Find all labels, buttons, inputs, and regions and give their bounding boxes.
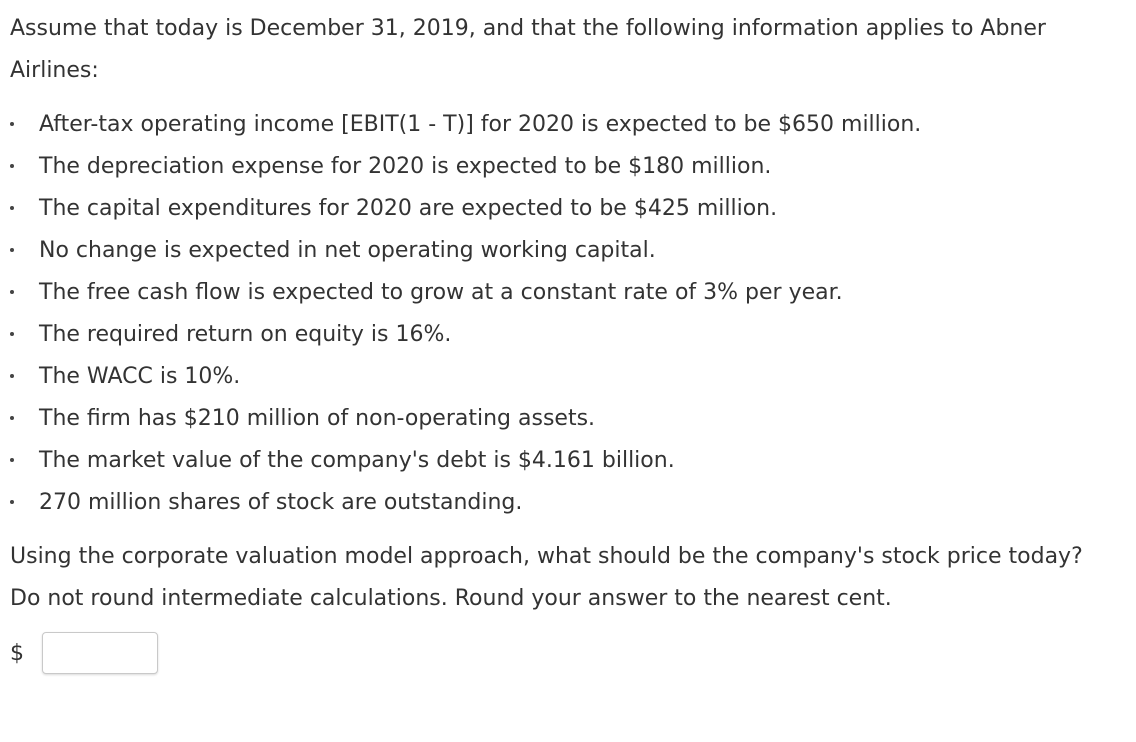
answer-row (10, 630, 1120, 676)
list-item-text: After-tax operating income [EBIT(1 - T)] for 2020 is expected to be $650 million. (39, 112, 922, 137)
bullet-icon (10, 164, 14, 168)
list-item-text: The market value of the company's debt is $4.161 billion. (39, 448, 675, 473)
bullet-icon (10, 248, 14, 252)
stock-price-input[interactable] (42, 632, 158, 674)
bullet-icon (10, 206, 14, 210)
list-item (10, 188, 1120, 230)
question-content (10, 8, 1120, 676)
bullet-icon (10, 332, 14, 336)
list-item-text: 270 million shares of stock are outstanding. (39, 490, 523, 515)
list-item (10, 272, 1120, 314)
question-text: Using the corporate valuation model approach, what should be the company's stock price today? Do not round intermediate calculations. Round your answer to the nearest cent. (10, 544, 1083, 611)
list-item (10, 104, 1120, 146)
list-item-text: The free cash flow is expected to grow at a constant rate of 3% per year. (39, 280, 843, 305)
list-item (10, 440, 1120, 482)
currency-symbol: $ (10, 640, 24, 666)
list-item (10, 146, 1120, 188)
list-item (10, 314, 1120, 356)
bullet-icon (10, 290, 14, 294)
bullet-icon (10, 374, 14, 378)
intro-text: Assume that today is December 31, 2019, and that the following information applies to Abner Airlines: (10, 16, 1046, 83)
bullet-icon (10, 416, 14, 420)
bullet-icon (10, 500, 14, 504)
list-item-text: The required return on equity is 16%. (39, 322, 452, 347)
list-item (10, 482, 1120, 524)
bullet-icon (10, 122, 14, 126)
list-item-text: The capital expenditures for 2020 are expected to be $425 million. (39, 196, 778, 221)
list-item (10, 356, 1120, 398)
list-item-text: The depreciation expense for 2020 is expected to be $180 million. (39, 154, 772, 179)
list-item-text: The WACC is 10%. (39, 364, 241, 389)
list-item (10, 230, 1120, 272)
bullet-icon (10, 458, 14, 462)
list-item (10, 398, 1120, 440)
facts-list (10, 104, 1120, 524)
list-item-text: The firm has $210 million of non-operating assets. (39, 406, 596, 431)
list-item-text: No change is expected in net operating working capital. (39, 238, 656, 263)
